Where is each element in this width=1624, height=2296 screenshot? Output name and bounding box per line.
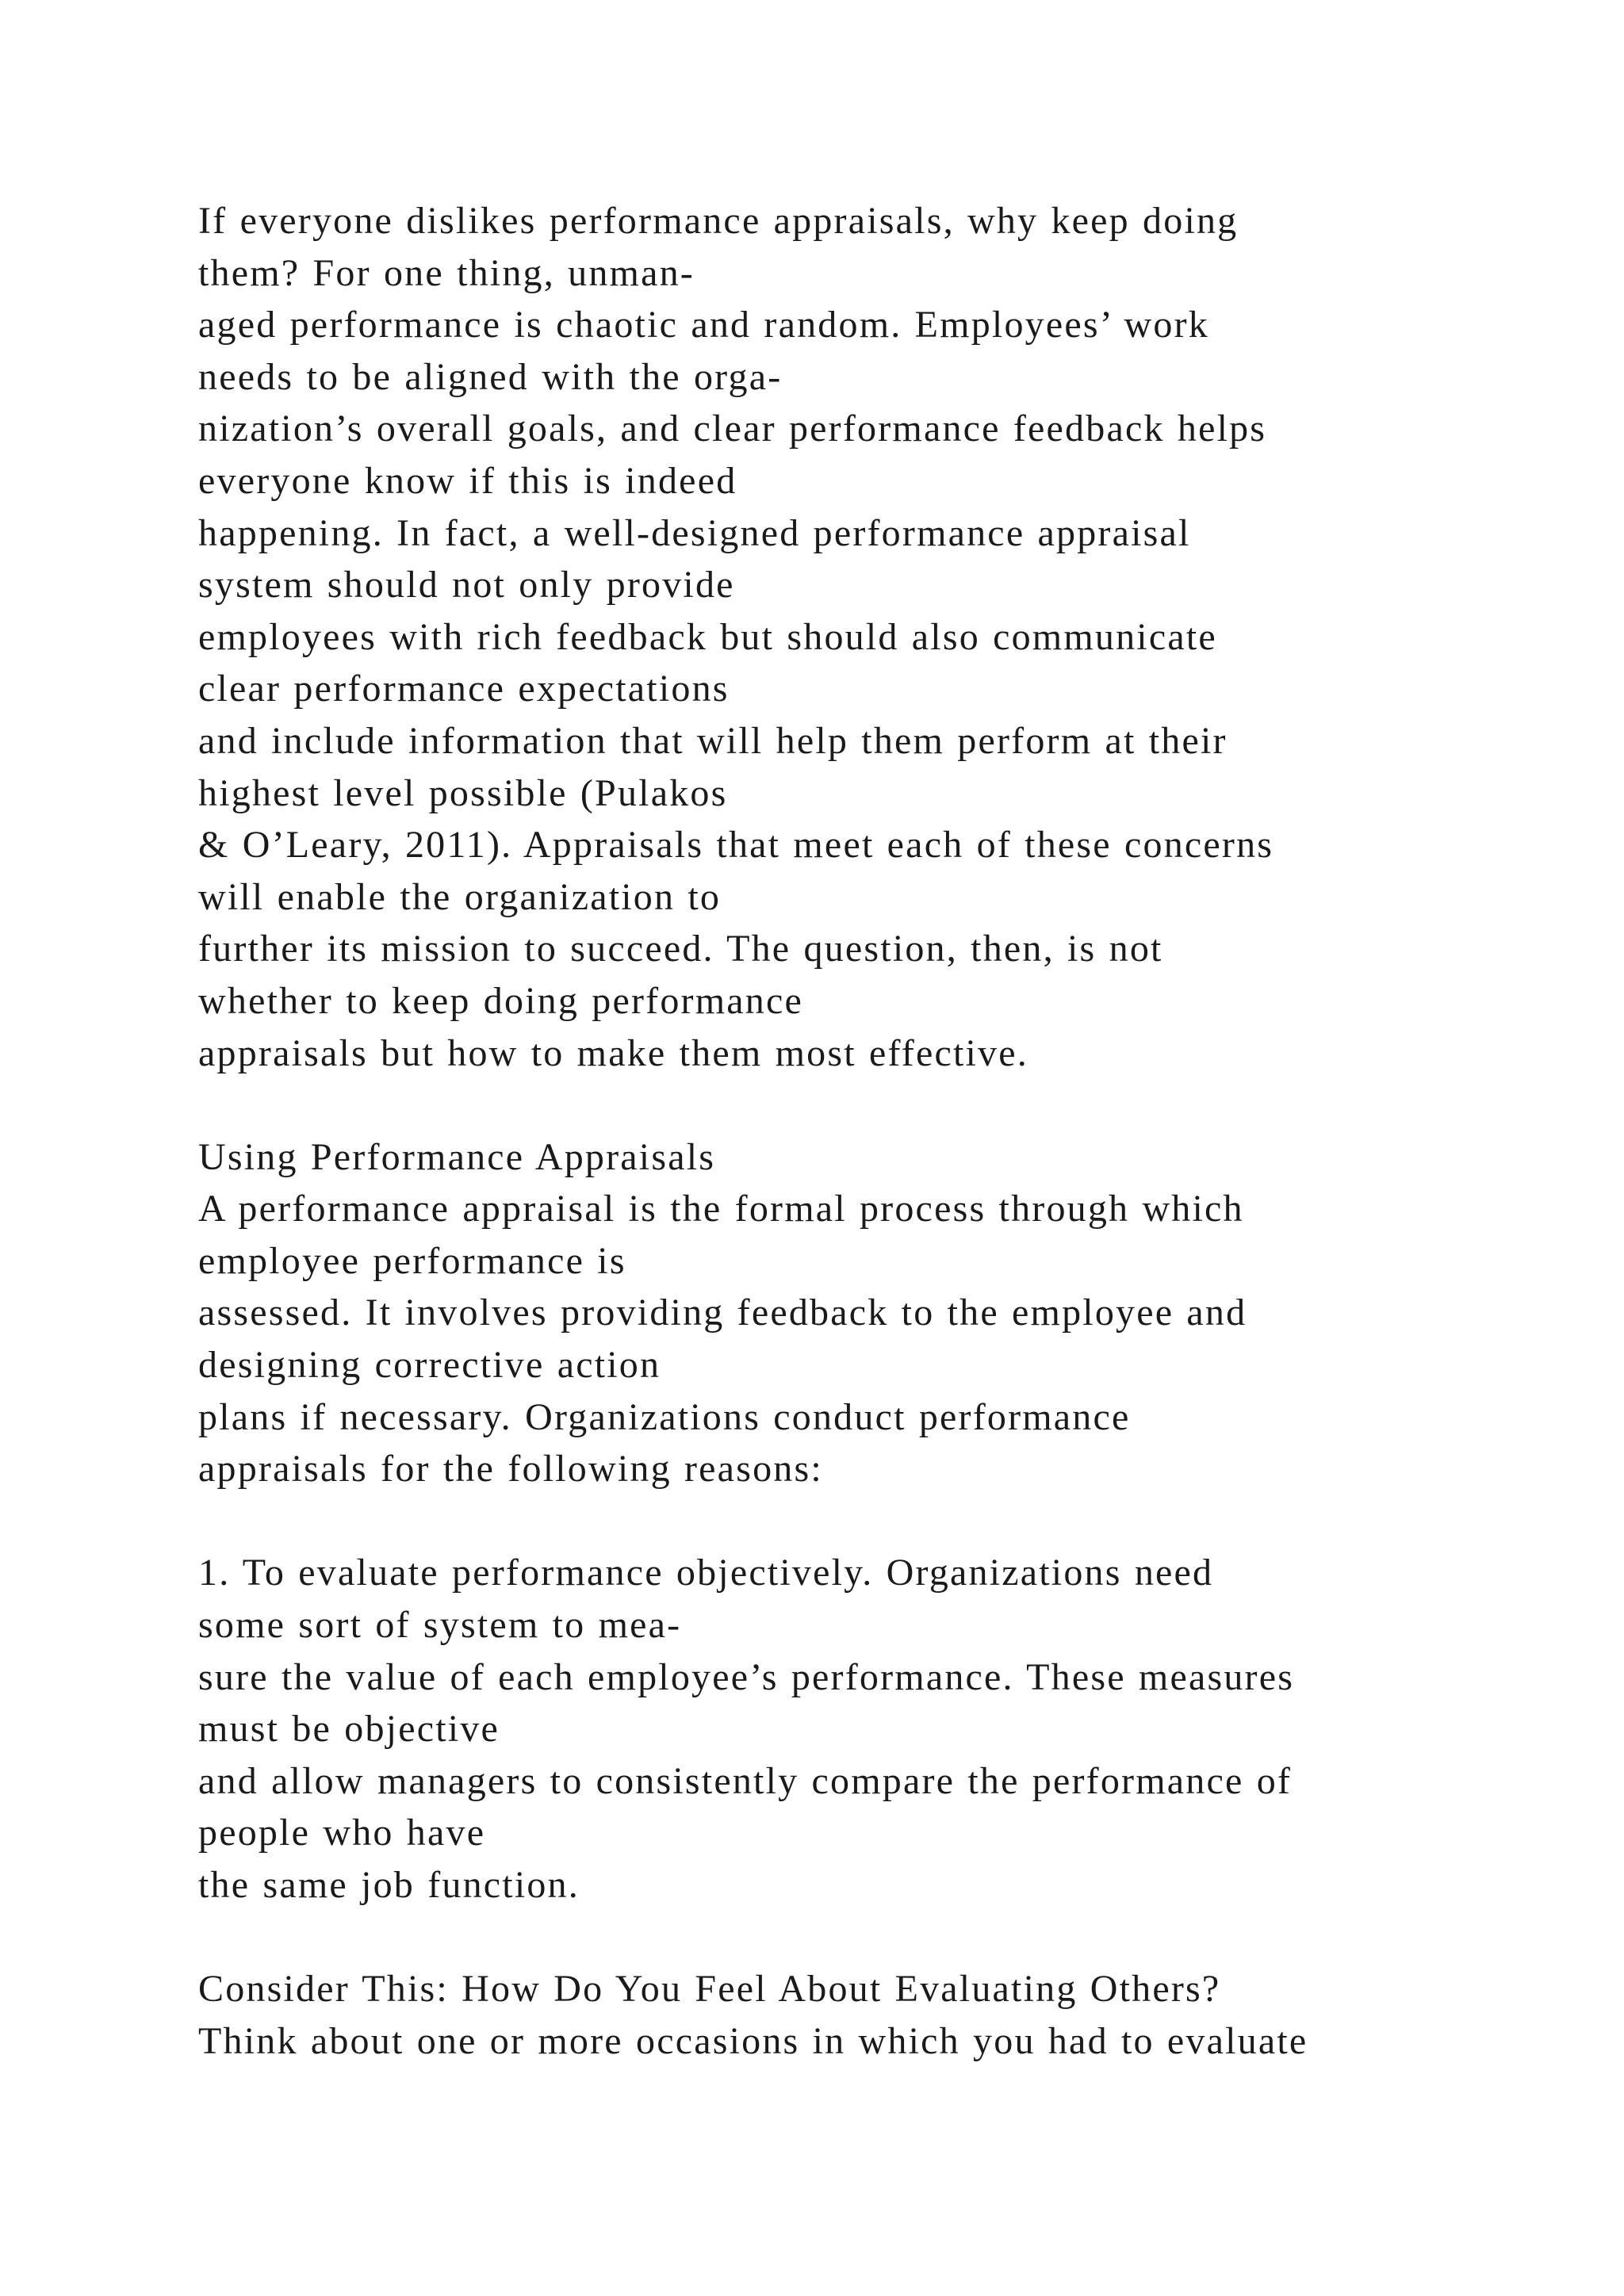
text-line: assessed. It involves providing feedback to the employee and [198, 1292, 1247, 1334]
text-line: them? For one thing, unman- [198, 251, 695, 294]
text-line: employee performance is [198, 1239, 626, 1282]
text-line: whether to keep doing performance [198, 979, 803, 1022]
text-line: further its mission to succeed. The question, then, is not [198, 928, 1163, 970]
text-line: plans if necessary. Organizations conduct performance [198, 1395, 1131, 1438]
text-line: must be objective [198, 1708, 500, 1751]
text-line: nization’s overall goals, and clear performance feedback helps [198, 408, 1267, 450]
list-item-text: 1. To evaluate performance objectively. Organizations need [198, 1552, 1214, 1594]
text-line: everyone know if this is indeed [198, 459, 737, 502]
callout-heading: Consider This: How Do You Feel About Evaluating Others? [198, 1968, 1221, 2011]
text-line: happening. In fact, a well-designed performance appraisal [198, 511, 1191, 554]
document-body-text [198, 195, 1546, 2067]
blank-line [198, 1911, 1546, 1964]
text-line: people who have [198, 1812, 486, 1854]
blank-line [198, 1495, 1546, 1548]
text-line: some sort of system to mea- [198, 1604, 682, 1647]
text-line: will enable the organization to [198, 875, 722, 918]
text-line: appraisals for the following reasons: [198, 1448, 823, 1490]
blank-line [198, 1079, 1546, 1131]
text-line: designing corrective action [198, 1344, 661, 1387]
text-line: employees with rich feedback but should also communicate [198, 615, 1217, 658]
text-line: sure the value of each employee’s performance. These measures [198, 1655, 1295, 1698]
text-line: & O’Leary, 2011). Appraisals that meet each of these concerns [198, 824, 1274, 867]
text-line: aged performance is chaotic and random. Employees’ work [198, 304, 1209, 346]
text-line: and allow managers to consistently compare the performance of [198, 1759, 1293, 1802]
text-line: appraisals but how to make them most effective. [198, 1031, 1028, 1074]
text-line: Think about one or more occasions in which you had to evaluate [198, 2019, 1308, 2062]
text-line: and include information that will help them perform at their [198, 719, 1228, 762]
text-line: the same job function. [198, 1864, 580, 1906]
text-line: needs to be aligned with the orga- [198, 355, 783, 398]
text-line: A performance appraisal is the formal process through which [198, 1188, 1244, 1230]
section-heading: Using Performance Appraisals [198, 1135, 716, 1178]
text-line: highest level possible (Pulakos [198, 771, 728, 814]
text-line: clear performance expectations [198, 668, 730, 710]
text-line: system should not only provide [198, 564, 735, 607]
text-line: If everyone dislikes performance appraisals, why keep doing [198, 200, 1239, 242]
